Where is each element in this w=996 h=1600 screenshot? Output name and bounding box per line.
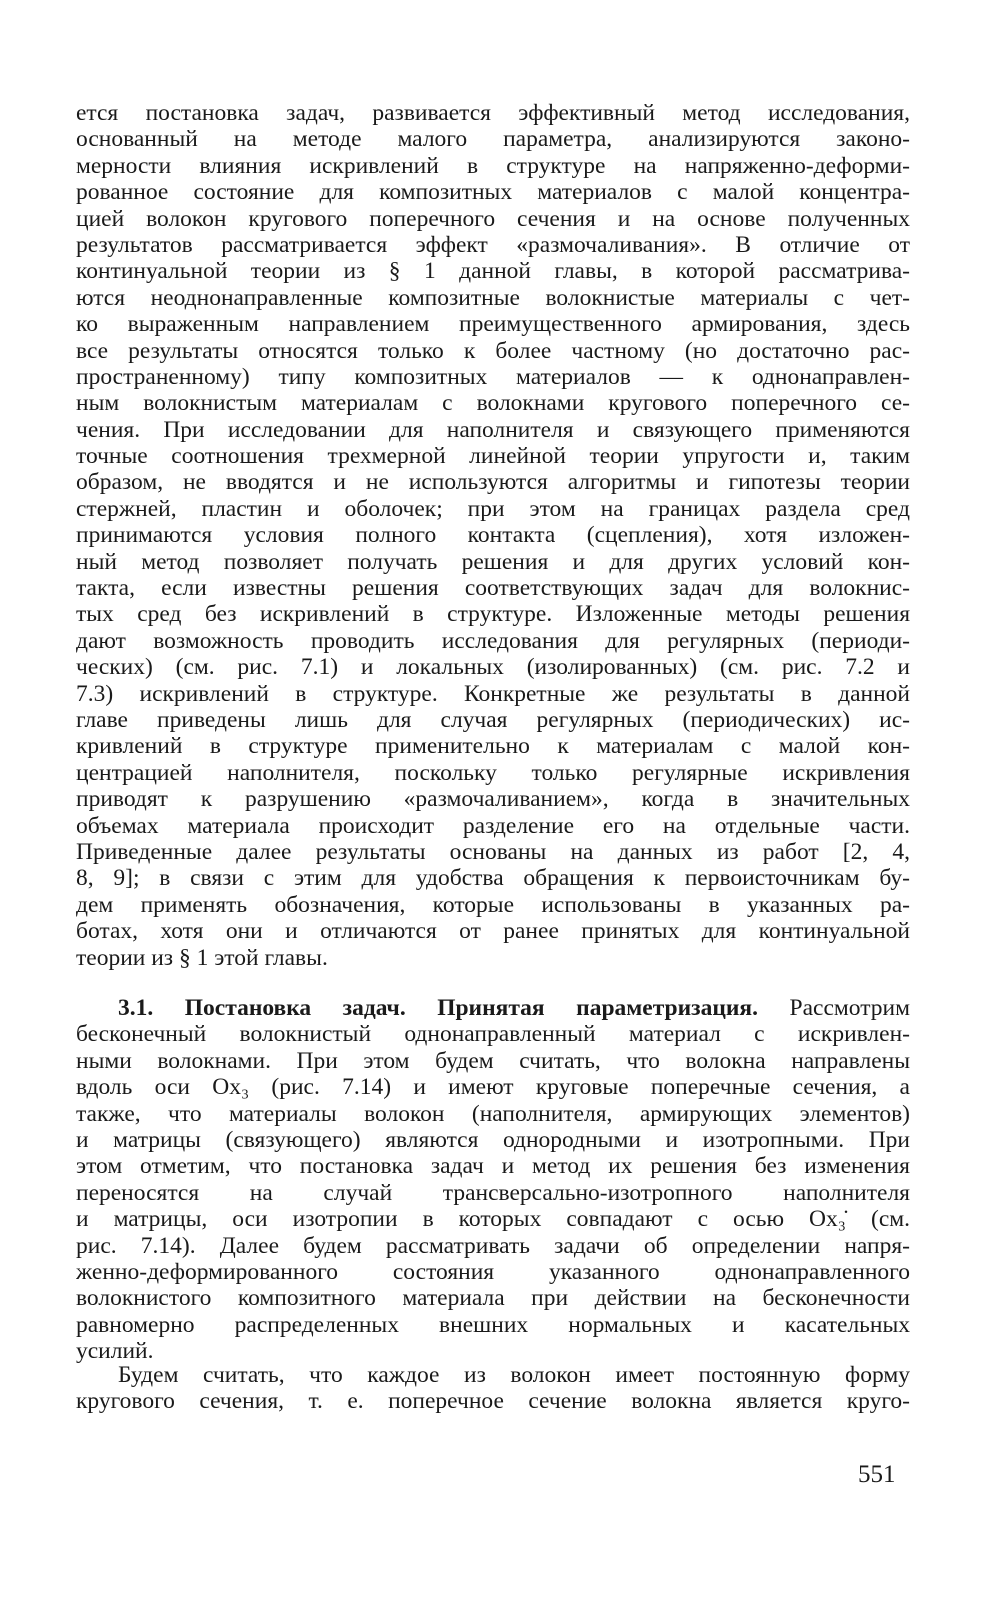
text-line: стержней, пластин и оболочек; при этом на границах раздела сред — [76, 495, 910, 522]
text-line: этом отметим, что постановка задач и метод их решения без изменения — [76, 1153, 910, 1180]
text-line: чения. При исследовании для наполнителя и связующего применяются — [76, 416, 910, 443]
text-line: кривлений в структуре применительно к материалам с малой кон- — [76, 733, 910, 760]
text-line: женно-деформированного состояния указанного однонаправленного — [76, 1258, 910, 1285]
text-line: теории из § 1 этой главы. — [76, 944, 328, 971]
text-line: вдоль оси Ox₃ (рис. 7.14) и имеют круговые поперечные сечения, а — [76, 1074, 910, 1101]
section-heading: 3.1. Постановка задач. Принятая параметризация. — [118, 995, 759, 1021]
text-line: и матрицы, оси изотропии в которых совпадают с осью Ox₃̇ (см. — [76, 1206, 910, 1233]
text-line: ются неоднонаправленные композитные волокнистые материалы с чет- — [76, 284, 910, 311]
text-line: переносятся на случай трансверсально-изотропного наполнителя — [76, 1179, 910, 1206]
text-line: точные соотношения трехмерной линейной теории упругости и, таким — [76, 443, 910, 470]
text-line: основанный на методе малого параметра, анализируются законо- — [76, 126, 910, 153]
text-line: центрацией наполнителя, поскольку только регулярные искривления — [76, 759, 910, 786]
text-line: 7.3) искривлений в структуре. Конкретные же результаты в данной — [76, 680, 910, 707]
section-first-line-rest: Рассмотрим — [758, 995, 910, 1021]
text-line: ческих) (см. рис. 7.1) и локальных (изолированных) (см. рис. 7.2 и — [76, 654, 910, 681]
text-line: принимаются условия полного контакта (сцепления), хотя изложен- — [76, 522, 910, 549]
text-line: и матрицы (связующего) являются однородными и изотропными. При — [76, 1126, 910, 1153]
text-line: такта, если известны решения соответствующих задач для волокнис- — [76, 575, 910, 602]
text-line: результатов рассматривается эффект «размочаливания». В отличие от — [76, 231, 910, 258]
text-line: бесконечный волокнистый однонаправленный материал с искривлен- — [76, 1021, 910, 1048]
text-line: ными волокнами. При этом будем считать, что волокна направлены — [76, 1047, 910, 1074]
section-first-line — [76, 995, 910, 1021]
text-line: образом, не вводятся и не используются алгоритмы и гипотезы теории — [76, 469, 910, 496]
text-line: континуальной теории из § 1 данной главы, в которой рассматрива- — [76, 258, 910, 285]
text-line: также, что материалы волокон (наполнителя, армирующих элементов) — [76, 1100, 910, 1127]
page-number: 551 — [858, 1461, 896, 1488]
text-line: все результаты относятся только к более частному (но достаточно рас- — [76, 337, 910, 364]
text-line: Будем считать, что каждое из волокон имеет постоянную форму — [118, 1362, 910, 1388]
text-line: кругового сечения, т. е. поперечное сечение волокна является круго- — [76, 1388, 910, 1415]
text-line: волокнистого композитного материала при действии на бесконечности — [76, 1285, 910, 1312]
text-line: ный метод позволяет получать решения и для других условий кон- — [76, 548, 910, 575]
text-line: тых сред без искривлений в структуре. Изложенные методы решения — [76, 601, 910, 628]
text-line: Приведенные далее результаты основаны на данных из работ [2, 4, — [76, 838, 910, 865]
text-line: дем применять обозначения, которые использованы в указанных ра- — [76, 891, 910, 918]
text-line: усилий. — [76, 1338, 154, 1365]
text-line: ется постановка задач, развивается эффективный метод исследования, — [76, 100, 910, 126]
text-line: рис. 7.14). Далее будем рассматривать задачи об определении напря- — [76, 1232, 910, 1259]
text-line: равномерно распределенных внешних нормальных и касательных — [76, 1311, 910, 1338]
text-line: рованное состояние для композитных материалов с малой концентра- — [76, 179, 910, 206]
text-line: цией волокон кругового поперечного сечения и на основе полученных — [76, 205, 910, 232]
text-line: 8, 9]; в связи с этим для удобства обращения к первоисточникам бу- — [76, 865, 910, 892]
final-paragraph — [76, 1362, 910, 1415]
text-line: ботах, хотя они и отличаются от ранее принятых для континуальной — [76, 918, 910, 945]
text-line: мерности влияния искривлений в структуре на напряженно-деформи- — [76, 152, 910, 179]
text-line: объемах материала происходит разделение его на отдельные части. — [76, 812, 910, 839]
text-line: дают возможность проводить исследования для регулярных (периоди- — [76, 627, 910, 654]
section-paragraph — [76, 995, 910, 1364]
text-line: приводят к разрушению «размочаливанием», когда в значительных — [76, 786, 910, 813]
paragraph-continuation — [76, 100, 910, 971]
text-line: главе приведены лишь для случая регулярных (периодических) ис- — [76, 706, 910, 733]
text-line: ным волокнистым материалам с волокнами кругового поперечного се- — [76, 390, 910, 417]
text-line: ко выраженным направлением преимущественного армирования, здесь — [76, 311, 910, 338]
text-line: пространенному) типу композитных материалов — к однонаправлен- — [76, 363, 910, 390]
